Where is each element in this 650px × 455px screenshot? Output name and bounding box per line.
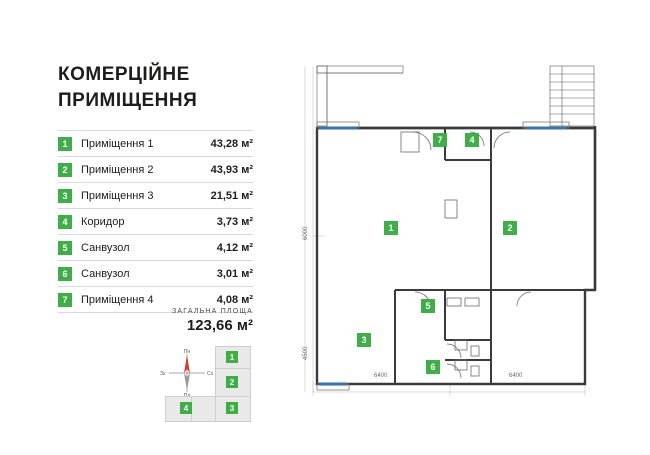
total-area-label: ЗАГАЛЬНА ПЛОЩА: [172, 308, 253, 315]
room-area: 43,28 м²: [210, 137, 253, 150]
list-item: [58, 183, 253, 209]
room-name: Санвузол: [81, 241, 130, 254]
room-number-badge: 5: [58, 241, 72, 255]
room-number-badge: 6: [58, 267, 72, 281]
list-item: [58, 157, 253, 183]
room-area: 4,12 м²: [216, 241, 253, 254]
plan-room-tag-2: 2: [503, 221, 517, 235]
dimension-bottom-right: 6400: [509, 373, 523, 379]
room-number-badge: 3: [58, 189, 72, 203]
room-area: 3,01 м²: [216, 267, 253, 280]
plan-room-tag-1: 1: [384, 221, 398, 235]
dimension-bottom-left: 6400: [374, 373, 388, 379]
list-item: [58, 130, 253, 157]
page-title: [58, 62, 197, 114]
key-plan: [165, 344, 255, 434]
plan-room-tag-4: 4: [465, 133, 479, 147]
room-name: Санвузол: [81, 267, 130, 280]
dimension-left-upper: 6000: [303, 226, 309, 240]
room-area: 21,51 м²: [210, 189, 253, 202]
room-area: 3,73 м²: [216, 215, 253, 228]
svg-text:Сх: Сх: [207, 371, 214, 377]
key-plan-tag-3: 3: [226, 402, 238, 414]
room-name: Приміщення 1: [81, 137, 154, 150]
svg-text:Зх: Зх: [160, 371, 166, 377]
plan-room-tag-3: 3: [357, 333, 371, 347]
key-plan-block: [191, 396, 217, 422]
total-area: [58, 308, 253, 334]
info-panel: [0, 0, 300, 455]
room-name: Приміщення 2: [81, 163, 154, 176]
room-name: Приміщення 4: [81, 293, 154, 306]
list-item: [58, 261, 253, 287]
room-name: Коридор: [81, 215, 125, 228]
list-item: [58, 209, 253, 235]
room-number-badge: 4: [58, 215, 72, 229]
svg-text:Пн: Пн: [183, 349, 191, 355]
dimension-left-lower: 4500: [303, 346, 309, 360]
plan-room-tag-7: 7: [433, 133, 447, 147]
page-title-line2: ПРИМІЩЕННЯ: [58, 90, 198, 111]
page-title-line1: КОМЕРЦІЙНЕ: [58, 64, 190, 85]
total-area-value: 123,66 м²: [186, 317, 253, 334]
plan-room-tag-5: 5: [421, 299, 435, 313]
key-plan-tag-2: 2: [226, 376, 238, 388]
room-number-badge: 7: [58, 293, 72, 307]
room-name: Приміщення 3: [81, 189, 154, 202]
floor-plan-drawing: [295, 40, 645, 430]
list-item: [58, 235, 253, 261]
room-area: 4,08 м²: [216, 293, 253, 306]
plan-svg: [295, 40, 645, 430]
room-area: 43,93 м²: [210, 163, 253, 176]
plan-room-tag-6: 6: [426, 360, 440, 374]
room-legend: [58, 130, 253, 313]
key-plan-tag-4: 4: [180, 402, 192, 414]
room-number-badge: 2: [58, 163, 72, 177]
key-plan-tag-1: 1: [226, 351, 238, 363]
room-number-badge: 1: [58, 137, 72, 151]
